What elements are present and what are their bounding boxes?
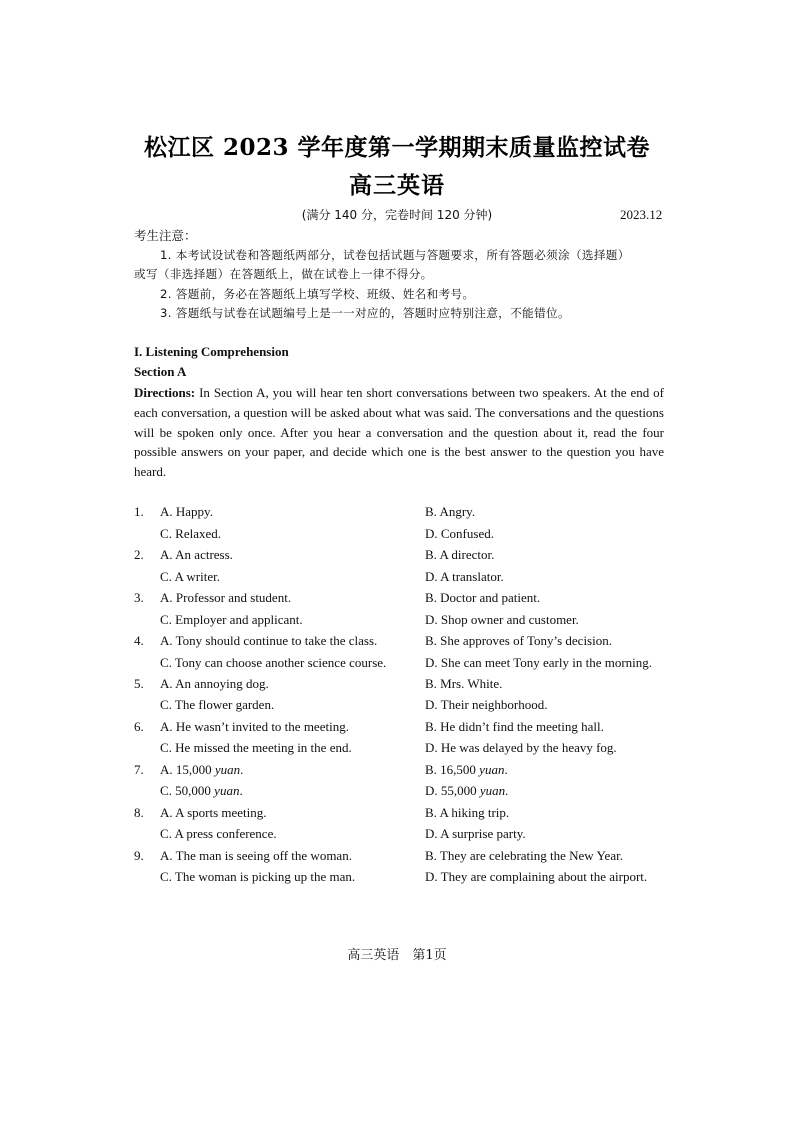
option-d: D. Confused.	[425, 526, 494, 541]
option-amount: A. 15,000	[160, 762, 212, 777]
currency-unit: yuan	[214, 783, 240, 798]
exam-date: 2023.12	[620, 207, 663, 222]
question-number: 8.	[134, 805, 144, 820]
question-number: 2.	[134, 547, 144, 562]
option-d: D. She can meet Tony early in the morning.	[425, 655, 653, 670]
option-c: C. Relaxed.	[160, 526, 222, 541]
option-b: B. Mrs. White.	[425, 676, 503, 691]
option-d: D. He was delayed by the heavy fog.	[425, 740, 617, 755]
currency-unit: yuan	[479, 762, 505, 777]
option-a: A. Happy.	[160, 504, 213, 519]
option-c: C. He missed the meeting in the end.	[160, 740, 352, 755]
exam-title: 松江区 2023 学年度第一学期期末质量监控试卷	[143, 134, 651, 161]
notice-item-1-continued: 或写（非选择题）在答题纸上，做在试卷上一律不得分。	[134, 267, 433, 281]
option-b: B. Doctor and patient.	[425, 590, 541, 605]
option-d: D. A surprise party.	[425, 826, 526, 841]
option-amount: B. 16,500	[425, 762, 476, 777]
option-c: C. Tony can choose another science course.	[160, 655, 387, 670]
option-c: C. The flower garden.	[160, 697, 275, 712]
option-d: D. 55,000 yuan.	[425, 783, 509, 798]
notice-item-2: 2. 答题前，务必在答题纸上填写学校、班级、姓名和考号。	[160, 287, 475, 301]
directions-text: In Section A, you will hear ten short conversations between two speakers. At the end of each conversation, a question will be asked about what was said. The conversations and the questions will be spoken only once. After you hear a conversation and the question about it, read the four possible answers on your paper, and decide which one is the best answer to the question you have heard.	[134, 385, 664, 480]
option-a: A. He wasn’t invited to the meeting.	[160, 719, 349, 734]
option-d: D. They are complaining about the airport.	[425, 869, 648, 884]
option-a: A. A sports meeting.	[160, 805, 267, 820]
option-c: C. A writer.	[160, 569, 220, 584]
option-b: B. He didn’t find the meeting hall.	[425, 719, 604, 734]
option-a: A. An annoying dog.	[160, 676, 269, 691]
notice-heading: 考生注意：	[134, 228, 197, 243]
option-c: C. 50,000 yuan.	[160, 783, 243, 798]
question-number: 7.	[134, 762, 144, 777]
currency-unit: yuan	[479, 783, 506, 798]
question-number: 3.	[134, 590, 144, 605]
option-b: B. A hiking trip.	[425, 805, 510, 820]
option-c: C. The woman is picking up the man.	[160, 869, 356, 884]
section-heading: Section A	[134, 364, 187, 379]
notice-item-1: 1. 本考试设试卷和答题纸两部分，试卷包括试题与答题要求，所有答题必须涂（选择题）	[160, 248, 630, 262]
option-c: C. Employer and applicant.	[160, 612, 303, 627]
exam-subtitle: 高三英语	[349, 172, 445, 199]
option-amount: C. 50,000	[160, 783, 211, 798]
option-b: B. She approves of Tony’s decision.	[425, 633, 612, 648]
directions-paragraph	[134, 383, 664, 482]
option-a: A. An actress.	[160, 547, 233, 562]
question-number: 5.	[134, 676, 144, 691]
option-c: C. A press conference.	[160, 826, 277, 841]
option-amount: D. 55,000	[425, 783, 477, 798]
page-footer: 高三英语 第1页	[347, 948, 447, 963]
directions-label: Directions:	[134, 385, 196, 400]
option-b: B. 16,500 yuan.	[425, 762, 508, 777]
question-number: 4.	[134, 633, 144, 648]
currency-unit: yuan	[214, 762, 241, 777]
part-heading: I. Listening Comprehension	[134, 344, 289, 359]
option-d: D. Their neighborhood.	[425, 697, 548, 712]
question-number: 1.	[134, 504, 144, 519]
option-a: A. Tony should continue to take the class.	[160, 633, 378, 648]
option-b: B. They are celebrating the New Year.	[425, 848, 623, 863]
option-a: A. Professor and student.	[160, 590, 292, 605]
option-a: A. 15,000 yuan.	[160, 762, 244, 777]
option-d: D. A translator.	[425, 569, 504, 584]
question-number: 6.	[134, 719, 144, 734]
option-a: A. The man is seeing off the woman.	[160, 848, 352, 863]
option-d: D. Shop owner and customer.	[425, 612, 579, 627]
score-info: (满分 140 分，完卷时间 120 分钟)	[301, 208, 493, 222]
option-b: B. Angry.	[425, 504, 476, 519]
notice-item-3: 3. 答题纸与试卷在试题编号上是一一对应的，答题时应特别注意，不能错位。	[160, 306, 570, 320]
option-b: B. A director.	[425, 547, 495, 562]
question-number: 9.	[134, 848, 144, 863]
